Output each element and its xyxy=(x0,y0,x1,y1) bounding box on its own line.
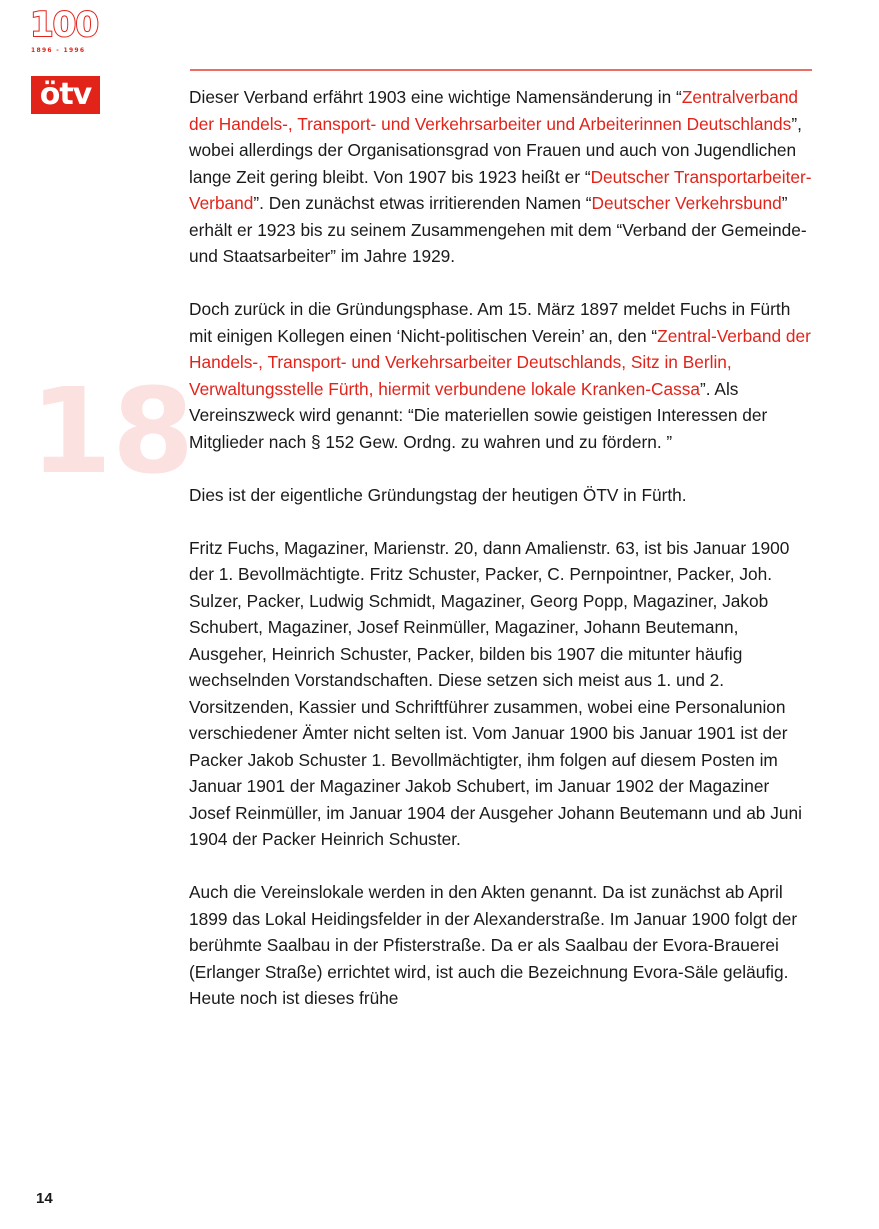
anniversary-logo-100: 100 xyxy=(30,5,98,45)
text-segment: Auch die Vereinslokale werden in den Akten genannt. Da ist zunächst ab April 1899 das Lokal Heidingsfelder in der Alexanderstraße. Im Januar 1900 folgt der berühmte Saalbau in der Pfisterstraße. Da er als Saalbau der Evora-Brauerei (Erlanger Straße) errichtet wird, ist auch die Bezeichnung Evora-Säle geläufig. Heute noch ist dieses frühe xyxy=(189,882,798,1008)
highlighted-name: Deutscher Transportarbeiter-Verband xyxy=(189,166,812,213)
text-segment: ”, wobei allerdings der Organisationsgrad von Frauen und auch von Jugendlichen lange Zeit gering bleibt. Von 1907 bis 1923 heißt er “ xyxy=(189,113,802,187)
highlighted-name: Deutscher Verkehrsbund xyxy=(591,193,782,213)
highlighted-name: Zentralverband der Handels-, Transport- und Verkehrsarbeiter und Arbeiterinnen Deutschlands xyxy=(189,87,799,134)
paragraph xyxy=(189,879,814,1012)
text-segment: ”. Den zunächst etwas irritierenden Namen “ xyxy=(253,193,592,213)
otv-logo: ötv xyxy=(31,76,100,114)
page-number: 14 xyxy=(36,1190,53,1207)
paragraph xyxy=(189,482,814,509)
text-segment: ” erhält er 1923 bis zu seinem Zusammengehen mit dem “Verband der Gemeinde- und Staatsarbeiter” im Jahre 1929. xyxy=(189,193,807,266)
text-segment: Doch zurück in die Gründungsphase. Am 15. März 1897 meldet Fuchs in Fürth mit einigen Kollegen einen ‘Nicht-politischen Verein’ an, den “ xyxy=(189,299,791,346)
text-segment: Fritz Fuchs, Magaziner, Marienstr. 20, dann Amalienstr. 63, ist bis Januar 1900 der 1. Bevollmächtigte. Fritz Schuster, Packer, C. Pernpointner, Packer, Joh. Sulzer, Packer, Ludwig Schmidt, Magaziner, Georg Popp, Magaziner, Jakob Schubert, Magaziner, Josef Reinmüller, Magaziner, Johann Beutemann, Ausgeher, Heinrich Schuster, Packer, bilden bis 1907 die mitunter häufig wechselnden Vorstandschaften. Diese setzen sich meist aus 1. und 2. Vorsitzenden, Kassier und Schriftführer zusammen, wobei eine Personalunion verschiedener Ämter nicht selten ist. Vom Januar 1900 bis Januar 1901 ist der Packer Jakob Schuster 1. Bevollmächtigter, ihm folgen auf diesem Posten im Januar 1901 der Magaziner Jakob Schubert, im Januar 1902 der Magaziner Josef Reinmüller, im Januar 1904 der Ausgeher Johann Beutemann und ab Juni 1904 der Packer Heinrich Schuster. xyxy=(189,537,802,849)
paragraph xyxy=(189,296,814,455)
text-segment: Dies ist der eigentliche Gründungstag der heutigen ÖTV in Fürth. xyxy=(189,484,687,505)
header-rule xyxy=(190,69,812,71)
highlighted-name: Zentral-Verband der Handels-, Transport- und Verkehrsarbeiter Deutschlands, Sitz in Berlin, Verwaltungsstelle Fürth, hiermit verbundene lokale Kranken-Cassa xyxy=(189,325,811,399)
paragraph xyxy=(189,84,814,270)
watermark-year: 18 xyxy=(30,362,195,500)
article-body xyxy=(189,84,814,1038)
paragraph xyxy=(189,535,814,853)
text-segment: ”. Als Vereinszweck wird genannt: “Die materiellen sowie geistigen Interessen der Mitglieder nach § 152 Gew. Ordng. zu wahren und zu fördern. ” xyxy=(189,378,768,452)
text-segment: Dieser Verband erfährt 1903 eine wichtige Namensänderung in “ xyxy=(189,87,682,107)
anniversary-years: 1896 - 1996 xyxy=(31,47,86,54)
